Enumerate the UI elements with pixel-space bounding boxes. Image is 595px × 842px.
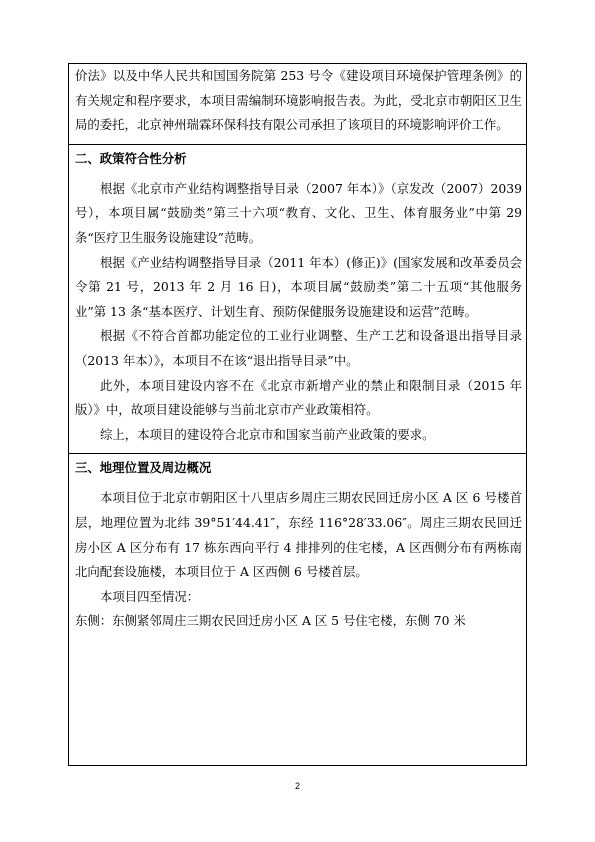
location-paragraph: 本项目位于北京市朝阳区十八里店乡周庄三期农民回迁房小区 A 区 6 号楼首层，地理位置为北纬 39°51′44.41″，东经 116°28′33.06″。周庄三期农民回迁房小区 A 区分布有 17 栋东西向平行 4 排排列的住宅楼，A 区西侧分布有两栋南北向配套设施楼，本项目位于 A 区西侧 6 号楼首层。 [75, 490, 522, 580]
surroundings-east: 东侧：东侧紧邻周庄三期农民回迁房小区 A 区 5 号住宅楼，东侧 70 米 [75, 613, 466, 629]
policy-paragraph: 根据《不符合首都功能定位的工业行业调整、生产工艺和设备退出指导目录（2013 年本）》，本项目不在该“退出指导目录”中。 [75, 328, 522, 368]
document-body [75, 64, 522, 634]
policy-paragraph: 此外，本项目建设内容不在《北京市新增产业的禁止和限制目录（2015 年版）》中，故项目建设能够与当前北京市产业政策相符。 [75, 377, 522, 418]
section-2-heading: 二、政策符合性分析 [75, 150, 187, 166]
section-divider [68, 453, 527, 454]
policy-paragraph: 根据《北京市产业结构调整指导目录（2007 年本）》（京发改（2007）2039 号），本项目属“鼓励类”第三十六项“教育、文化、卫生、体育服务业”中第 29 条“医疗卫生服务设施建设”范畴。 [75, 180, 522, 245]
surroundings-intro: 本项目四至情况： [100, 588, 200, 604]
section-3-heading: 三、地理位置及周边概况 [75, 460, 212, 476]
intro-paragraph: 价法》以及中华人民共和国国务院第 253 号令《建设项目环境保护管理条例》的有关规定和程序要求，本项目需编制环境影响报告表。为此，受北京市朝阳区卫生局的委托，北京神州瑞霖环保科技有限公司承担了该项目的环境影响评价工作。 [75, 68, 522, 133]
page-number: 2 [294, 781, 300, 791]
policy-paragraph: 综上，本项目的建设符合北京市和国家当前产业政策的要求。 [100, 426, 435, 442]
policy-paragraph: 根据《产业结构调整指导目录（2011 年本）(修正)》(国家发展和改革委员会令第 21 号，2013 年 2 月 16 日)，本项目属“鼓励类”第二十五项“其他服务业”第 13 条“基本医疗、计划生育、预防保健服务设施建设和运营”范畴。 [75, 254, 522, 319]
section-divider [68, 144, 527, 145]
